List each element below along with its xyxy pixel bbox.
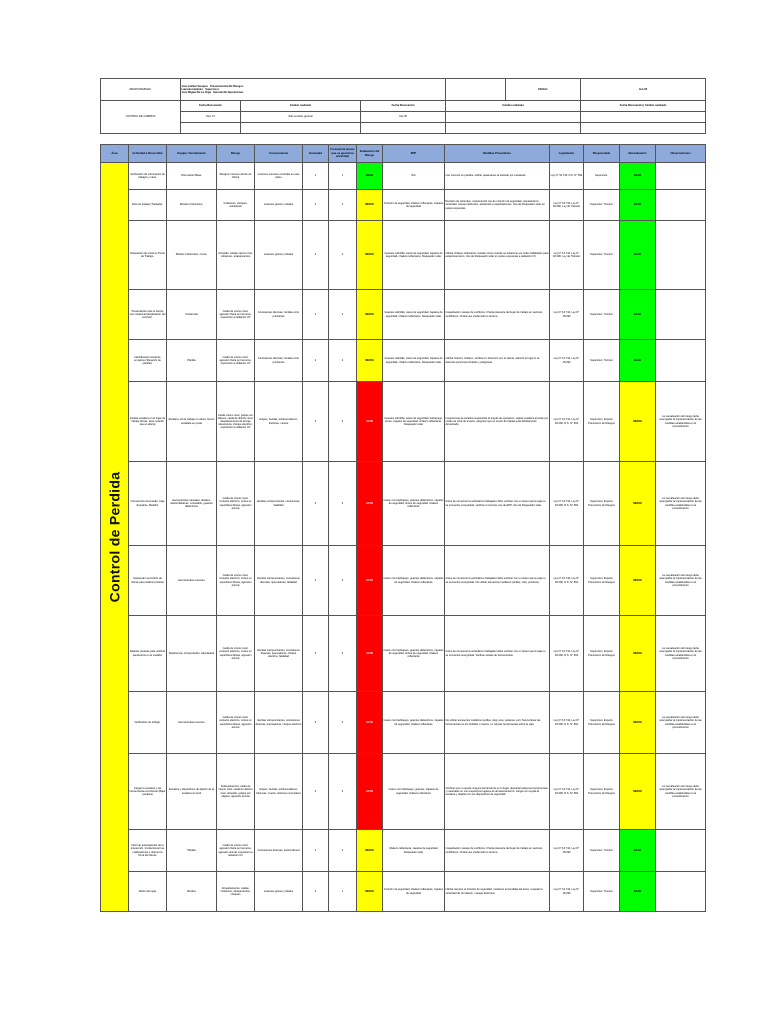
cell-evaluacion: ALTO — [357, 616, 383, 692]
cell-medidas: Uso correcto en pasillos, utilizar pasamanos al transitar por escaleras. — [445, 163, 550, 190]
cell-responsable: Supervisor. — [584, 163, 620, 190]
cell-gravedad: 3 — [303, 692, 329, 754]
risk-matrix-sheet — [100, 78, 705, 912]
cell-observaciones — [656, 290, 706, 340]
cell-gravedad: 2 — [303, 290, 329, 340]
cell-observaciones — [656, 830, 706, 872]
cell-actividad: Verificación de información de trabajos y rutas. — [129, 163, 167, 190]
person-2: Jose Miguel De La Vega Gerente De Operaciones — [181, 91, 244, 95]
cell-reevaluacion: BAJO — [620, 190, 656, 221]
cell-actividad: Intervención Acometida, Caja Empalme, Medidor — [129, 462, 167, 546]
cell-riesgo: Atropello, caídas mismo nivel, colisiones, atrapamientos — [217, 221, 255, 290]
cell-actividad: Cargar la escalera y las herramientas al vehículo (Bajar escalera) — [129, 754, 167, 830]
cell-frecuencia: 2 — [329, 190, 357, 221]
cell-consecuencia: Lesiones graves y fatales — [255, 221, 303, 290]
cell-frecuencia: 2 — [329, 340, 357, 382]
cell-actividad: Retiro del lugar — [129, 872, 167, 912]
risk-table — [100, 144, 706, 912]
table-row — [101, 340, 706, 382]
cell-medidas: Verificar que no quede ninguna herramienta en el lugar, depositar todas las herramientas y materiales en sus respectivos lugares de almacenamiento. Cargar con ayuda la escalera y dejarla con sus dispositivos de seguridad. — [445, 754, 550, 830]
cell-responsable: Supervisor, Experto Prevención de Riesgos — [584, 692, 620, 754]
control-cambios-label: CONTROL DE CAMBIOS — [101, 101, 181, 134]
cell-gravedad: 3 — [303, 872, 329, 912]
cell-actividad: Suspender suministro de cliente para realizar pruebas — [129, 546, 167, 616]
cell-observaciones — [656, 190, 706, 221]
cell-responsable: Supervisor, Técnico — [584, 340, 620, 382]
cell-actividad: Informar antecedentes de la inspección. Confeccionar las notificaciones y obtener la firma del cliente — [129, 830, 167, 872]
cell-consecuencia: Lesiones graves y fatales — [255, 190, 303, 221]
responsables-label: RESPONSABLES: — [101, 79, 181, 101]
cell-gravedad: 3 — [303, 546, 329, 616]
cell-reevaluacion: MEDIO — [620, 754, 656, 830]
cell-medidas: Capacitación manejo de conflictos. Charla relevante del lugar de trabajo en sectores conflictivos. Charla uso credencial en terreno. — [445, 830, 550, 872]
cell-reevaluacion: MEDIO — [620, 462, 656, 546]
cell-evaluacion: ALTO — [357, 754, 383, 830]
cell-legislacion: Ley N° 16.744, Ley N° 18.290 — [550, 830, 584, 872]
cell-evaluacion: ALTO — [357, 546, 383, 616]
table-row — [101, 830, 706, 872]
cell-reevaluacion: BAJO — [620, 830, 656, 872]
table-row — [101, 546, 706, 616]
cell-observaciones — [656, 872, 706, 912]
cell-epp: Casco con barbiquejo, guantes dieléctricos, zapatos de seguridad, chaleco reflectante — [383, 546, 445, 616]
column-header-7: Evaluación del Riesgo — [357, 145, 383, 163]
fecha-value: Jun-05 — [581, 79, 706, 101]
column-header-3: Riesgo — [217, 145, 255, 163]
cell-equipo: Móviles (Vehículos). — [167, 190, 217, 221]
cell-responsable: Supervisor, Técnico — [584, 221, 620, 290]
column-header-2: Equipo / Herramienta — [167, 145, 217, 163]
cell-medidas: Revisión de vehículos, manteniendo uso de cinturón de seguridad, respetando la velocidad, manejo defensivo, asistiendo a capacitaciones. Uso de bloqueador solar en partes expuestas. — [445, 190, 550, 221]
cell-equipo: Escalera, kit de trabajo en altura, frenos escalado en poste — [167, 382, 217, 462]
fecha-renovacion-3: Fecha Renovación | Cambio realizado — [581, 101, 706, 112]
cell-epp: Guantes cabritilla, casco de seguridad, zapatos de seguridad, chaleco reflectante, bloqueador solar — [383, 221, 445, 290]
cell-epp: Casco con barbiquejo, guantes dieléctricos, zapatos de seguridad, chaleco reflectante — [383, 692, 445, 754]
table-row — [101, 462, 706, 546]
cell-observaciones: La reevaluación del riesgo debe acompañar la implementación de las medidas establecidas en el procedimiento — [656, 462, 706, 546]
cell-responsable: Supervisor, Técnico — [584, 290, 620, 340]
column-header-0: Área — [101, 145, 129, 163]
person-1: Lauredo Harinaro Supervisor — [181, 87, 219, 91]
cell-frecuencia: 1 — [329, 163, 357, 190]
cell-consecuencia: Golpes, heridas, politraumatismo, fracturas, muerte, lesiones musculares — [255, 754, 303, 830]
cell-observaciones: La reevaluación del riesgo debe acompañar la implementación de las medidas establecidas en el procedimiento — [656, 382, 706, 462]
cell-epp: Cinturón de seguridad, chaleco reflectante, zapatos de seguridad — [383, 190, 445, 221]
cell-medidas: Inspeccionar la escalera respetando el ángulo de operación, sujetar escalera al poste por medio de cinta de amarre, asegurar que en sector de trabajo esté debidamente demarcado. — [445, 382, 550, 462]
cell-evaluacion: MEDIO — [357, 221, 383, 290]
cell-epp: Casco con barbiquejo, guantes, zapatos de seguridad, chaleco reflectante — [383, 754, 445, 830]
column-header-13: Observaciones — [656, 145, 706, 163]
cell-frecuencia: 3 — [329, 616, 357, 692]
cell-riesgo: Riesgos menores dentro de oficina — [217, 163, 255, 190]
cell-frecuencia: 2 — [329, 221, 357, 290]
cell-evaluacion: ALTO — [357, 692, 383, 754]
table-row — [101, 872, 706, 912]
cell-gravedad: 3 — [303, 616, 329, 692]
cell-gravedad: 2 — [303, 340, 329, 382]
cell-responsable: Supervisor, Experto Prevención de Riesgos — [584, 462, 620, 546]
cell-gravedad: 2 — [303, 830, 329, 872]
cell-actividad: Instalar escalera en el lugar de trabajo (Poste, doce cuando sea en altura) — [129, 382, 167, 462]
cell-riesgo: Caída de mismo nivel, contacto eléctrico, cortes en superficies filosas, agresión animal — [217, 462, 255, 546]
cell-riesgo: Caída de mismo nivel, agresión física por terceros, exposición a radiación UV — [217, 340, 255, 382]
table-row — [101, 221, 706, 290]
cell-equipo: Información Base. — [167, 163, 217, 190]
cell-consecuencia: Contusiones diversas, estrés laboral — [255, 830, 303, 872]
cell-frecuencia: 3 — [329, 754, 357, 830]
cell-observaciones — [656, 221, 706, 290]
cambio-realizado-2: Cambio realizado — [446, 101, 581, 112]
cell-reevaluacion: BAJO — [620, 872, 656, 912]
cell-legislacion: Ley N° 16.744, Ley N° 18.290 — [550, 340, 584, 382]
cell-equipo: Herramientas manuales, alicates, destornilladores, cortacable, guantes dieléctricos — [167, 462, 217, 546]
cell-actividad: Disposición de móvil en Punto de Trabajo. — [129, 221, 167, 290]
cell-legislacion: Ley N° 16.744, Ley N° 18.290, D.S. N° 594 — [550, 692, 584, 754]
cell-legislacion: Ley N° 16.744, Ley N° 18.290 — [550, 872, 584, 912]
cell-consecuencia: Heridas cortopunzantes, contusiones diversas, quemaduras, fatalidad — [255, 546, 303, 616]
area-cell — [101, 163, 129, 912]
cell-reevaluacion: BAJO — [620, 340, 656, 382]
table-row — [101, 382, 706, 462]
cell-riesgo: Colisiones, choques, volcaduras — [217, 190, 255, 221]
table-row — [101, 190, 706, 221]
cell-epp: Cinturón de seguridad, chaleco reflectante, zapatos de seguridad — [383, 872, 445, 912]
cell-responsable: Supervisor, Técnico — [584, 190, 620, 221]
cell-riesgo: Atropellamiento, caídas, colisiones, atrapamientos, choques — [217, 872, 255, 912]
cell-frecuencia: 1 — [329, 872, 357, 912]
cell-equipo: Credencial — [167, 290, 217, 340]
cell-consecuencia: Contusiones diversas, heridas corto punzantes — [255, 290, 303, 340]
cell-equipo: Móviles (Vehículos), conos. — [167, 221, 217, 290]
cell-riesgo: Sobreesfuerzos, caída de mismo nivel, caída de distinto nivel, atropello, golpes por objetos, agresión animal — [217, 754, 255, 830]
cell-medidas: Utilizar siempre el cinturón de seguridad, mantener encendidas las luces, respetar la velocidad de circulación, manejo defensivo. — [445, 872, 550, 912]
cell-responsable: Supervisor, Técnico — [584, 872, 620, 912]
cell-observaciones: La reevaluación del riesgo debe acompañar la implementación de las medidas establecidas en el procedimiento — [656, 692, 706, 754]
cell-frecuencia: 3 — [329, 382, 357, 462]
column-header-10: Legislación — [550, 145, 584, 163]
cell-legislacion: Ley N° 16.744, Ley N° 18.290 — [550, 290, 584, 340]
cell-observaciones — [656, 340, 706, 382]
cell-epp: Guantes cabritilla, casco de seguridad, barbiquejo, arnés, zapatos de seguridad, chaleco reflectante, bloqueador solar — [383, 382, 445, 462]
cell-consecuencia: Heridas cortopunzantes, contusiones diversas, quemaduras, choque eléctrico — [255, 692, 303, 754]
cell-observaciones: La reevaluación del riesgo debe acompañar la implementación de las medidas establecidas en el procedimiento — [656, 754, 706, 830]
cell-medidas: Utilizar linterna, chaleco, verificar en dirección con el cliente, advertir el lugar si se detectan personas extrañas y peligrosas. — [445, 340, 550, 382]
column-header-5: Gravedad — [303, 145, 329, 163]
cell-reevaluacion: BAJO — [620, 290, 656, 340]
cell-evaluacion: MEDIO — [357, 872, 383, 912]
cell-legislacion: Ley N° 16.744, Ley N° 18.290, Ley de Tránsito — [550, 190, 584, 221]
cell-equipo: Herramientas menores — [167, 692, 217, 754]
fecha-renovacion-1: Fecha Renovación — [181, 101, 241, 112]
cell-legislacion: Ley N° 16.744, Ley N° 18.290, Ley de Tránsito — [550, 221, 584, 290]
cell-medidas: Utilizar chaleco reflectante; instalar conos cuando se estacione por todos habilitados para estacionamiento. Uso de bloqueador solar en partes expuestas a radiación UV. — [445, 221, 550, 290]
cell-gravedad: 3 — [303, 382, 329, 462]
rev1-date: Dec-74 — [181, 112, 241, 123]
area-label: Control de Perdida — [106, 471, 123, 603]
cell-evaluacion: ALTO — [357, 462, 383, 546]
cell-gravedad: 3 — [303, 754, 329, 830]
cell-riesgo: Caída de mismo nivel, contacto eléctrico, cortes en superficies filosas, agresión animal — [217, 546, 255, 616]
cell-evaluacion: MEDIO — [357, 190, 383, 221]
cell-medidas: Capacitación manejo de conflictos. Charla relevante del lugar de trabajo en sectores conflictivos. Charla uso credencial en terreno. — [445, 290, 550, 340]
cell-observaciones — [656, 163, 706, 190]
cell-legislacion: Ley N° 16.744, Ley N° 18.290, D.S. N° 594 — [550, 546, 584, 616]
column-headers — [101, 145, 706, 163]
cell-medidas: Antes de comenzar la actividad el trabajador debe verificar con un tester que la caja no se encuentre energizada, verificar el correcto uso de EPP. Uso de bloqueador solar. — [445, 462, 550, 546]
cell-legislacion: Ley N° 16.744, Ley N° 18.290, D.S. N° 594 — [550, 462, 584, 546]
cell-responsable: Supervisor, Experto Prevención de Riesgos — [584, 616, 620, 692]
cell-equipo: Resistencia, Comprobador, calculadora — [167, 616, 217, 692]
rev2-date: Jan-05 — [361, 112, 446, 123]
cell-responsable: Supervisor, Experto Prevención de Riesgos — [584, 546, 620, 616]
cell-gravedad: 3 — [303, 221, 329, 290]
cell-evaluacion: MEDIO — [357, 830, 383, 872]
cell-frecuencia: 2 — [329, 290, 357, 340]
table-row — [101, 754, 706, 830]
table-row — [101, 163, 706, 190]
cell-evaluacion: ALTO — [357, 382, 383, 462]
table-row — [101, 616, 706, 692]
cambio-realizado-1: Cambio realizado — [241, 101, 361, 112]
cell-medidas: Antes de comenzar la actividad el trabajador debe verificar con un tester que la caja no se encuentre energizada. No utilizar elementos metálicos (anillos, reloj, pulseras). — [445, 546, 550, 616]
cell-riesgo: Caída de mismo nivel, contacto eléctrico, cortes en superficies filosas, agresión animal — [217, 616, 255, 692]
cell-actividad: Identificación visual de empalme (Situación de planilla). — [129, 340, 167, 382]
cell-reevaluacion: MEDIO — [620, 382, 656, 462]
column-header-11: Responsable — [584, 145, 620, 163]
rev1-change: Solo revisión general — [241, 112, 361, 123]
cell-gravedad: 1 — [303, 163, 329, 190]
cell-responsable: Supervisor, Técnico — [584, 830, 620, 872]
table-row — [101, 290, 706, 340]
cell-reevaluacion: MEDIO — [620, 546, 656, 616]
cell-actividad: Realizar pruebas para verificar parámetros en el medidor — [129, 616, 167, 692]
table-row — [101, 692, 706, 754]
person-0: Jose Aniibel Vasquez Prevencionista De Riesgos — [181, 84, 244, 88]
cell-consecuencia: Golpes, heridas, politraumatismo, fracturas, muerte — [255, 382, 303, 462]
cell-evaluacion: BAJO — [357, 163, 383, 190]
column-header-1: Actividad a Desarrollar — [129, 145, 167, 163]
cell-consecuencia: Contusiones diversas, heridas corto punzantes — [255, 340, 303, 382]
cell-frecuencia: 2 — [329, 830, 357, 872]
cell-equipo: Escalera y dispositivos de fijación de la escalera al móvil — [167, 754, 217, 830]
cell-epp: Guantes cabritilla, casco de seguridad, zapatos de seguridad, chaleco reflectante, bloqueador solar — [383, 290, 445, 340]
cell-equipo: Móviles — [167, 872, 217, 912]
cell-legislacion: Ley N° 16.744, D.S. N° 594 — [550, 163, 584, 190]
cell-medidas: Antes de comenzar la actividad el trabajador debe verificar con un tester que la caja no se encuentre energizada. Verificar estado de herramientas. — [445, 616, 550, 692]
cell-reevaluacion: MEDIO — [620, 692, 656, 754]
responsables-list — [181, 79, 446, 101]
cell-equipo: Planilla — [167, 340, 217, 382]
cell-consecuencia: Heridas cortopunzantes, contusiones, fatalidad — [255, 462, 303, 546]
cell-equipo: Planilla — [167, 830, 217, 872]
cell-responsable: Supervisor, Experto Prevención de Riesgos — [584, 382, 620, 462]
cell-frecuencia: 3 — [329, 462, 357, 546]
cell-reevaluacion: MEDIO — [620, 616, 656, 692]
cell-epp: Guantes cabritilla, casco de seguridad, zapatos de seguridad, chaleco reflectante, bloqueador solar — [383, 340, 445, 382]
column-header-9: Medidas Preventivas — [445, 145, 550, 163]
cell-consecuencia: Lesiones graves y fatales — [255, 872, 303, 912]
cell-epp: N/A — [383, 163, 445, 190]
cell-actividad: Ruta de trabajo (Traslado). — [129, 190, 167, 221]
cell-consecuencia: Lesiones menores ocurridas en este plano — [255, 163, 303, 190]
cell-reevaluacion: BAJO — [620, 163, 656, 190]
cell-gravedad: 3 — [303, 190, 329, 221]
column-header-6: Frecuencia (veces que se ejecuta la actividad) — [329, 145, 357, 163]
cell-legislacion: Ley N° 16.744, Ley N° 18.290, D.S. N° 594 — [550, 754, 584, 830]
cell-responsable: Supervisor, Experto Prevención de Riesgos — [584, 754, 620, 830]
cell-riesgo: Caída mismo nivel, golpes por objetos, caída de distinto nivel, desplazamiento de la hoja telescópica, choque eléctrico, exposición a radiación UV — [217, 382, 255, 462]
column-header-12: Reevaluación — [620, 145, 656, 163]
cell-evaluacion: MEDIO — [357, 340, 383, 382]
cell-frecuencia: 3 — [329, 546, 357, 616]
cell-epp: Casco con barbiquejo, guantes dieléctricos, zapatos de seguridad, lentes de seguridad, chaleco reflectante — [383, 462, 445, 546]
column-header-8: EPP — [383, 145, 445, 163]
fecha-label: FECHA: — [506, 79, 581, 101]
cell-evaluacion: MEDIO — [357, 290, 383, 340]
cell-epp: Chaleco reflectante, zapatos de seguridad, bloqueador solar — [383, 830, 445, 872]
column-header-4: Consecuencia — [255, 145, 303, 163]
cell-medidas: No utilizar accesorios metálicos (anillos, reloj, aros, pulseras, etc). Nunca llevar las herramientas en los bolsillos o manos, no colocar herramientas sobre la caja. — [445, 692, 550, 754]
cell-frecuencia: 3 — [329, 692, 357, 754]
cell-reevaluacion: BAJO — [620, 221, 656, 290]
cell-observaciones: La reevaluación del riesgo debe acompañar la implementación de las medidas establecidas en el procedimiento — [656, 616, 706, 692]
cell-riesgo: Caída de mismo nivel, contacto eléctrico, cortes en superficies filosas, agresión animal — [217, 692, 255, 754]
header-table — [100, 78, 706, 134]
cell-riesgo: Caída de mismo nivel, agresión física por terceros, exposición a radiación UV — [217, 290, 255, 340]
cell-epp: Casco con barbiquejo, guantes dieléctricos, zapatos de seguridad, lentes de seguridad, chaleco reflectante — [383, 616, 445, 692]
cell-actividad: Presentación ante el cliente con credencial (Explicación del servicio). — [129, 290, 167, 340]
fecha-renovacion-2: Fecha Renovación — [361, 101, 446, 112]
cell-gravedad: 3 — [303, 462, 329, 546]
cell-equipo: Herramientas menores — [167, 546, 217, 616]
cell-consecuencia: Heridas cortopunzantes, contusiones diversas, quemaduras, choque eléctrico, fatalidad — [255, 616, 303, 692]
cell-actividad: Verificación de trabajo. — [129, 692, 167, 754]
cell-legislacion: Ley N° 16.744, Ley N° 18.290, D.S. N° 594 — [550, 616, 584, 692]
cell-riesgo: Caída de mismo nivel, agresión física por terceros, agresión animal, exposición a radiación UV — [217, 830, 255, 872]
cell-legislacion: Ley N° 16.744, Ley N° 18.290, D.S. N° 594 — [550, 382, 584, 462]
cell-observaciones: La reevaluación del riesgo debe acompañar la implementación de las medidas establecidas en el procedimiento — [656, 546, 706, 616]
